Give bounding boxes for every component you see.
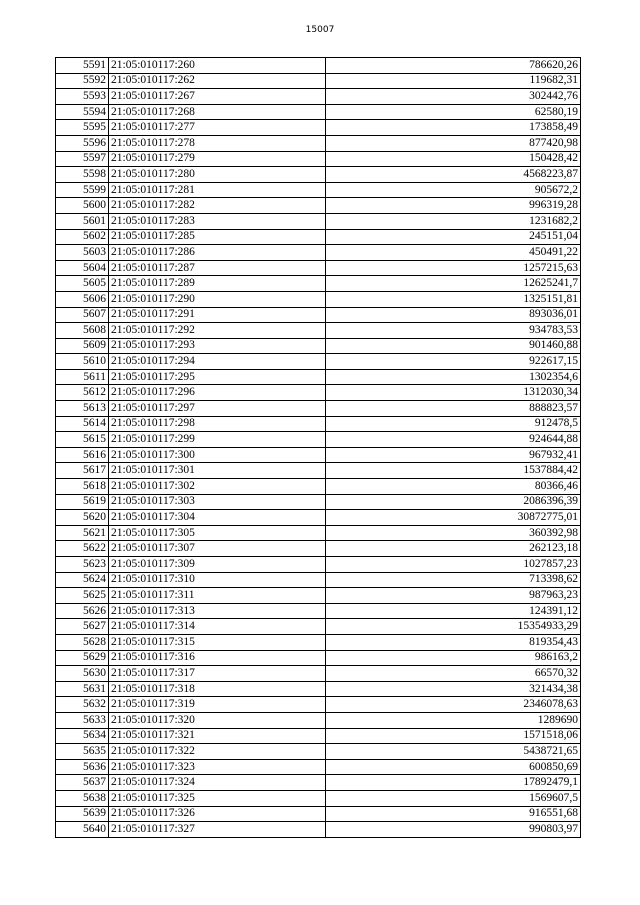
row-number-cell: 5639: [56, 806, 109, 822]
row-number-cell: 5634: [56, 728, 109, 744]
cadastral-number-cell: 21:05:010117:297: [109, 401, 326, 417]
cadastral-number-cell: 21:05:010117:281: [109, 182, 326, 198]
cadastral-number-cell: 21:05:010117:286: [109, 245, 326, 261]
cadastral-number-cell: 21:05:010117:295: [109, 369, 326, 385]
cadastral-number-cell: 21:05:010117:285: [109, 229, 326, 245]
table-row: [56, 198, 581, 214]
value-cell: 62580,19: [326, 104, 581, 120]
row-number-cell: 5593: [56, 89, 109, 105]
cadastral-number-cell: 21:05:010117:327: [109, 822, 326, 838]
table-row: [56, 822, 581, 838]
row-number-cell: 5608: [56, 323, 109, 339]
cadastral-number-cell: 21:05:010117:262: [109, 73, 326, 89]
row-number-cell: 5627: [56, 619, 109, 635]
table-row: [56, 541, 581, 557]
table-row: [56, 369, 581, 385]
value-cell: 1289690: [326, 712, 581, 728]
table-row: [56, 354, 581, 370]
value-cell: 893036,01: [326, 307, 581, 323]
row-number-cell: 5613: [56, 401, 109, 417]
cadastral-number-cell: 21:05:010117:287: [109, 260, 326, 276]
value-cell: 600850,69: [326, 759, 581, 775]
cadastral-number-cell: 21:05:010117:325: [109, 790, 326, 806]
table-row: [56, 681, 581, 697]
table-row: [56, 260, 581, 276]
value-cell: 173858,49: [326, 120, 581, 136]
value-cell: 124391,12: [326, 603, 581, 619]
value-cell: 1571518,06: [326, 728, 581, 744]
cadastral-number-cell: 21:05:010117:298: [109, 416, 326, 432]
row-number-cell: 5630: [56, 666, 109, 682]
row-number-cell: 5601: [56, 213, 109, 229]
table-row: [56, 58, 581, 74]
table-row: [56, 619, 581, 635]
value-cell: 1231682,2: [326, 213, 581, 229]
table-row: [56, 650, 581, 666]
row-number-cell: 5631: [56, 681, 109, 697]
row-number-cell: 5602: [56, 229, 109, 245]
value-cell: 986163,2: [326, 650, 581, 666]
value-cell: 819354,43: [326, 634, 581, 650]
value-cell: 922617,15: [326, 354, 581, 370]
cadastral-number-cell: 21:05:010117:267: [109, 89, 326, 105]
row-number-cell: 5616: [56, 447, 109, 463]
cadastral-number-cell: 21:05:010117:294: [109, 354, 326, 370]
table-row: [56, 89, 581, 105]
cadastral-number-cell: 21:05:010117:277: [109, 120, 326, 136]
cadastral-number-cell: 21:05:010117:300: [109, 447, 326, 463]
cadastral-number-cell: 21:05:010117:313: [109, 603, 326, 619]
cadastral-number-cell: 21:05:010117:290: [109, 291, 326, 307]
row-number-cell: 5604: [56, 260, 109, 276]
cadastral-number-cell: 21:05:010117:282: [109, 198, 326, 214]
row-number-cell: 5605: [56, 276, 109, 292]
table-row: [56, 557, 581, 573]
table-row: [56, 307, 581, 323]
table-row: [56, 120, 581, 136]
cadastral-number-cell: 21:05:010117:319: [109, 697, 326, 713]
value-cell: 990803,97: [326, 822, 581, 838]
table-row: [56, 759, 581, 775]
row-number-cell: 5638: [56, 790, 109, 806]
value-cell: 912478,5: [326, 416, 581, 432]
table-row: [56, 479, 581, 495]
value-cell: 4568223,87: [326, 167, 581, 183]
value-cell: 150428,42: [326, 151, 581, 167]
cadastral-number-cell: 21:05:010117:305: [109, 525, 326, 541]
row-number-cell: 5637: [56, 775, 109, 791]
value-cell: 1325151,81: [326, 291, 581, 307]
value-cell: 30872775,01: [326, 510, 581, 526]
table-row: [56, 806, 581, 822]
table-row: [56, 463, 581, 479]
value-cell: 12625241,7: [326, 276, 581, 292]
value-cell: 262123,18: [326, 541, 581, 557]
value-cell: 1569607,5: [326, 790, 581, 806]
table-row: [56, 135, 581, 151]
value-cell: 1312030,34: [326, 385, 581, 401]
cadastral-number-cell: 21:05:010117:311: [109, 588, 326, 604]
page-number: 15007: [305, 25, 335, 35]
row-number-cell: 5600: [56, 198, 109, 214]
table-row: [56, 416, 581, 432]
row-number-cell: 5633: [56, 712, 109, 728]
row-number-cell: 5629: [56, 650, 109, 666]
table-row: [56, 338, 581, 354]
value-cell: 66570,32: [326, 666, 581, 682]
value-cell: 1302354,6: [326, 369, 581, 385]
cadastral-number-cell: 21:05:010117:296: [109, 385, 326, 401]
row-number-cell: 5620: [56, 510, 109, 526]
table-body: [56, 58, 581, 838]
cadastral-number-cell: 21:05:010117:310: [109, 572, 326, 588]
value-cell: 996319,28: [326, 198, 581, 214]
table-row: [56, 588, 581, 604]
table-row: [56, 323, 581, 339]
cadastral-number-cell: 21:05:010117:260: [109, 58, 326, 74]
table-row: [56, 73, 581, 89]
row-number-cell: 5606: [56, 291, 109, 307]
value-cell: 245151,04: [326, 229, 581, 245]
value-cell: 905672,2: [326, 182, 581, 198]
value-cell: 888823,57: [326, 401, 581, 417]
table-row: [56, 213, 581, 229]
table-row: [56, 432, 581, 448]
table-row: [56, 291, 581, 307]
row-number-cell: 5595: [56, 120, 109, 136]
cadastral-number-cell: 21:05:010117:316: [109, 650, 326, 666]
row-number-cell: 5640: [56, 822, 109, 838]
row-number-cell: 5598: [56, 167, 109, 183]
row-number-cell: 5614: [56, 416, 109, 432]
table-row: [56, 744, 581, 760]
cadastral-number-cell: 21:05:010117:320: [109, 712, 326, 728]
cadastral-number-cell: 21:05:010117:301: [109, 463, 326, 479]
table-row: [56, 447, 581, 463]
cadastral-number-cell: 21:05:010117:299: [109, 432, 326, 448]
value-cell: 17892479,1: [326, 775, 581, 791]
value-cell: 924644,88: [326, 432, 581, 448]
value-cell: 15354933,29: [326, 619, 581, 635]
table-row: [56, 245, 581, 261]
row-number-cell: 5636: [56, 759, 109, 775]
value-cell: 119682,31: [326, 73, 581, 89]
value-cell: 1537884,42: [326, 463, 581, 479]
cadastral-number-cell: 21:05:010117:323: [109, 759, 326, 775]
row-number-cell: 5609: [56, 338, 109, 354]
cadastral-number-cell: 21:05:010117:289: [109, 276, 326, 292]
table-row: [56, 151, 581, 167]
cadastral-number-cell: 21:05:010117:283: [109, 213, 326, 229]
cadastral-number-cell: 21:05:010117:317: [109, 666, 326, 682]
cadastral-number-cell: 21:05:010117:307: [109, 541, 326, 557]
cadastral-number-cell: 21:05:010117:280: [109, 167, 326, 183]
table-row: [56, 697, 581, 713]
table-row: [56, 634, 581, 650]
value-cell: 1027857,23: [326, 557, 581, 573]
table-row: [56, 401, 581, 417]
row-number-cell: 5635: [56, 744, 109, 760]
row-number-cell: 5619: [56, 494, 109, 510]
cadastral-number-cell: 21:05:010117:293: [109, 338, 326, 354]
table-row: [56, 712, 581, 728]
table-row: [56, 666, 581, 682]
table-row: [56, 775, 581, 791]
table-row: [56, 167, 581, 183]
value-cell: 360392,98: [326, 525, 581, 541]
cadastral-number-cell: 21:05:010117:321: [109, 728, 326, 744]
cadastral-number-cell: 21:05:010117:304: [109, 510, 326, 526]
value-cell: 786620,26: [326, 58, 581, 74]
row-number-cell: 5625: [56, 588, 109, 604]
row-number-cell: 5594: [56, 104, 109, 120]
value-cell: 80366,46: [326, 479, 581, 495]
value-cell: 967932,41: [326, 447, 581, 463]
row-number-cell: 5632: [56, 697, 109, 713]
row-number-cell: 5622: [56, 541, 109, 557]
cadastral-number-cell: 21:05:010117:314: [109, 619, 326, 635]
table-row: [56, 104, 581, 120]
cadastral-number-cell: 21:05:010117:315: [109, 634, 326, 650]
row-number-cell: 5618: [56, 479, 109, 495]
value-cell: 916551,68: [326, 806, 581, 822]
cadastral-number-cell: 21:05:010117:326: [109, 806, 326, 822]
row-number-cell: 5621: [56, 525, 109, 541]
row-number-cell: 5591: [56, 58, 109, 74]
value-cell: 450491,22: [326, 245, 581, 261]
value-cell: 1257215,63: [326, 260, 581, 276]
table-row: [56, 229, 581, 245]
row-number-cell: 5624: [56, 572, 109, 588]
row-number-cell: 5596: [56, 135, 109, 151]
table-row: [56, 790, 581, 806]
cadastral-number-cell: 21:05:010117:279: [109, 151, 326, 167]
value-cell: 321434,38: [326, 681, 581, 697]
table-row: [56, 276, 581, 292]
row-number-cell: 5615: [56, 432, 109, 448]
row-number-cell: 5612: [56, 385, 109, 401]
cadastral-number-cell: 21:05:010117:309: [109, 557, 326, 573]
row-number-cell: 5611: [56, 369, 109, 385]
table-row: [56, 525, 581, 541]
cadastral-number-cell: 21:05:010117:303: [109, 494, 326, 510]
row-number-cell: 5628: [56, 634, 109, 650]
cadastral-number-cell: 21:05:010117:292: [109, 323, 326, 339]
cadastral-number-cell: 21:05:010117:324: [109, 775, 326, 791]
cadastral-number-cell: 21:05:010117:291: [109, 307, 326, 323]
value-cell: 987963,23: [326, 588, 581, 604]
value-cell: 934783,53: [326, 323, 581, 339]
table-row: [56, 603, 581, 619]
cadastral-number-cell: 21:05:010117:302: [109, 479, 326, 495]
value-cell: 302442,76: [326, 89, 581, 105]
cadastral-number-cell: 21:05:010117:268: [109, 104, 326, 120]
table-row: [56, 572, 581, 588]
value-cell: 877420,98: [326, 135, 581, 151]
table-row: [56, 385, 581, 401]
value-cell: 2086396,39: [326, 494, 581, 510]
row-number-cell: 5626: [56, 603, 109, 619]
value-cell: 713398,62: [326, 572, 581, 588]
row-number-cell: 5603: [56, 245, 109, 261]
table-row: [56, 182, 581, 198]
row-number-cell: 5592: [56, 73, 109, 89]
cadastral-number-cell: 21:05:010117:278: [109, 135, 326, 151]
value-cell: 901460,88: [326, 338, 581, 354]
cadastral-number-cell: 21:05:010117:318: [109, 681, 326, 697]
cadastral-number-cell: 21:05:010117:322: [109, 744, 326, 760]
row-number-cell: 5599: [56, 182, 109, 198]
cadastral-value-table: [55, 57, 581, 838]
row-number-cell: 5597: [56, 151, 109, 167]
row-number-cell: 5617: [56, 463, 109, 479]
row-number-cell: 5610: [56, 354, 109, 370]
table-row: [56, 510, 581, 526]
value-cell: 5438721,65: [326, 744, 581, 760]
row-number-cell: 5623: [56, 557, 109, 573]
table-row: [56, 728, 581, 744]
table-row: [56, 494, 581, 510]
row-number-cell: 5607: [56, 307, 109, 323]
value-cell: 2346078,63: [326, 697, 581, 713]
